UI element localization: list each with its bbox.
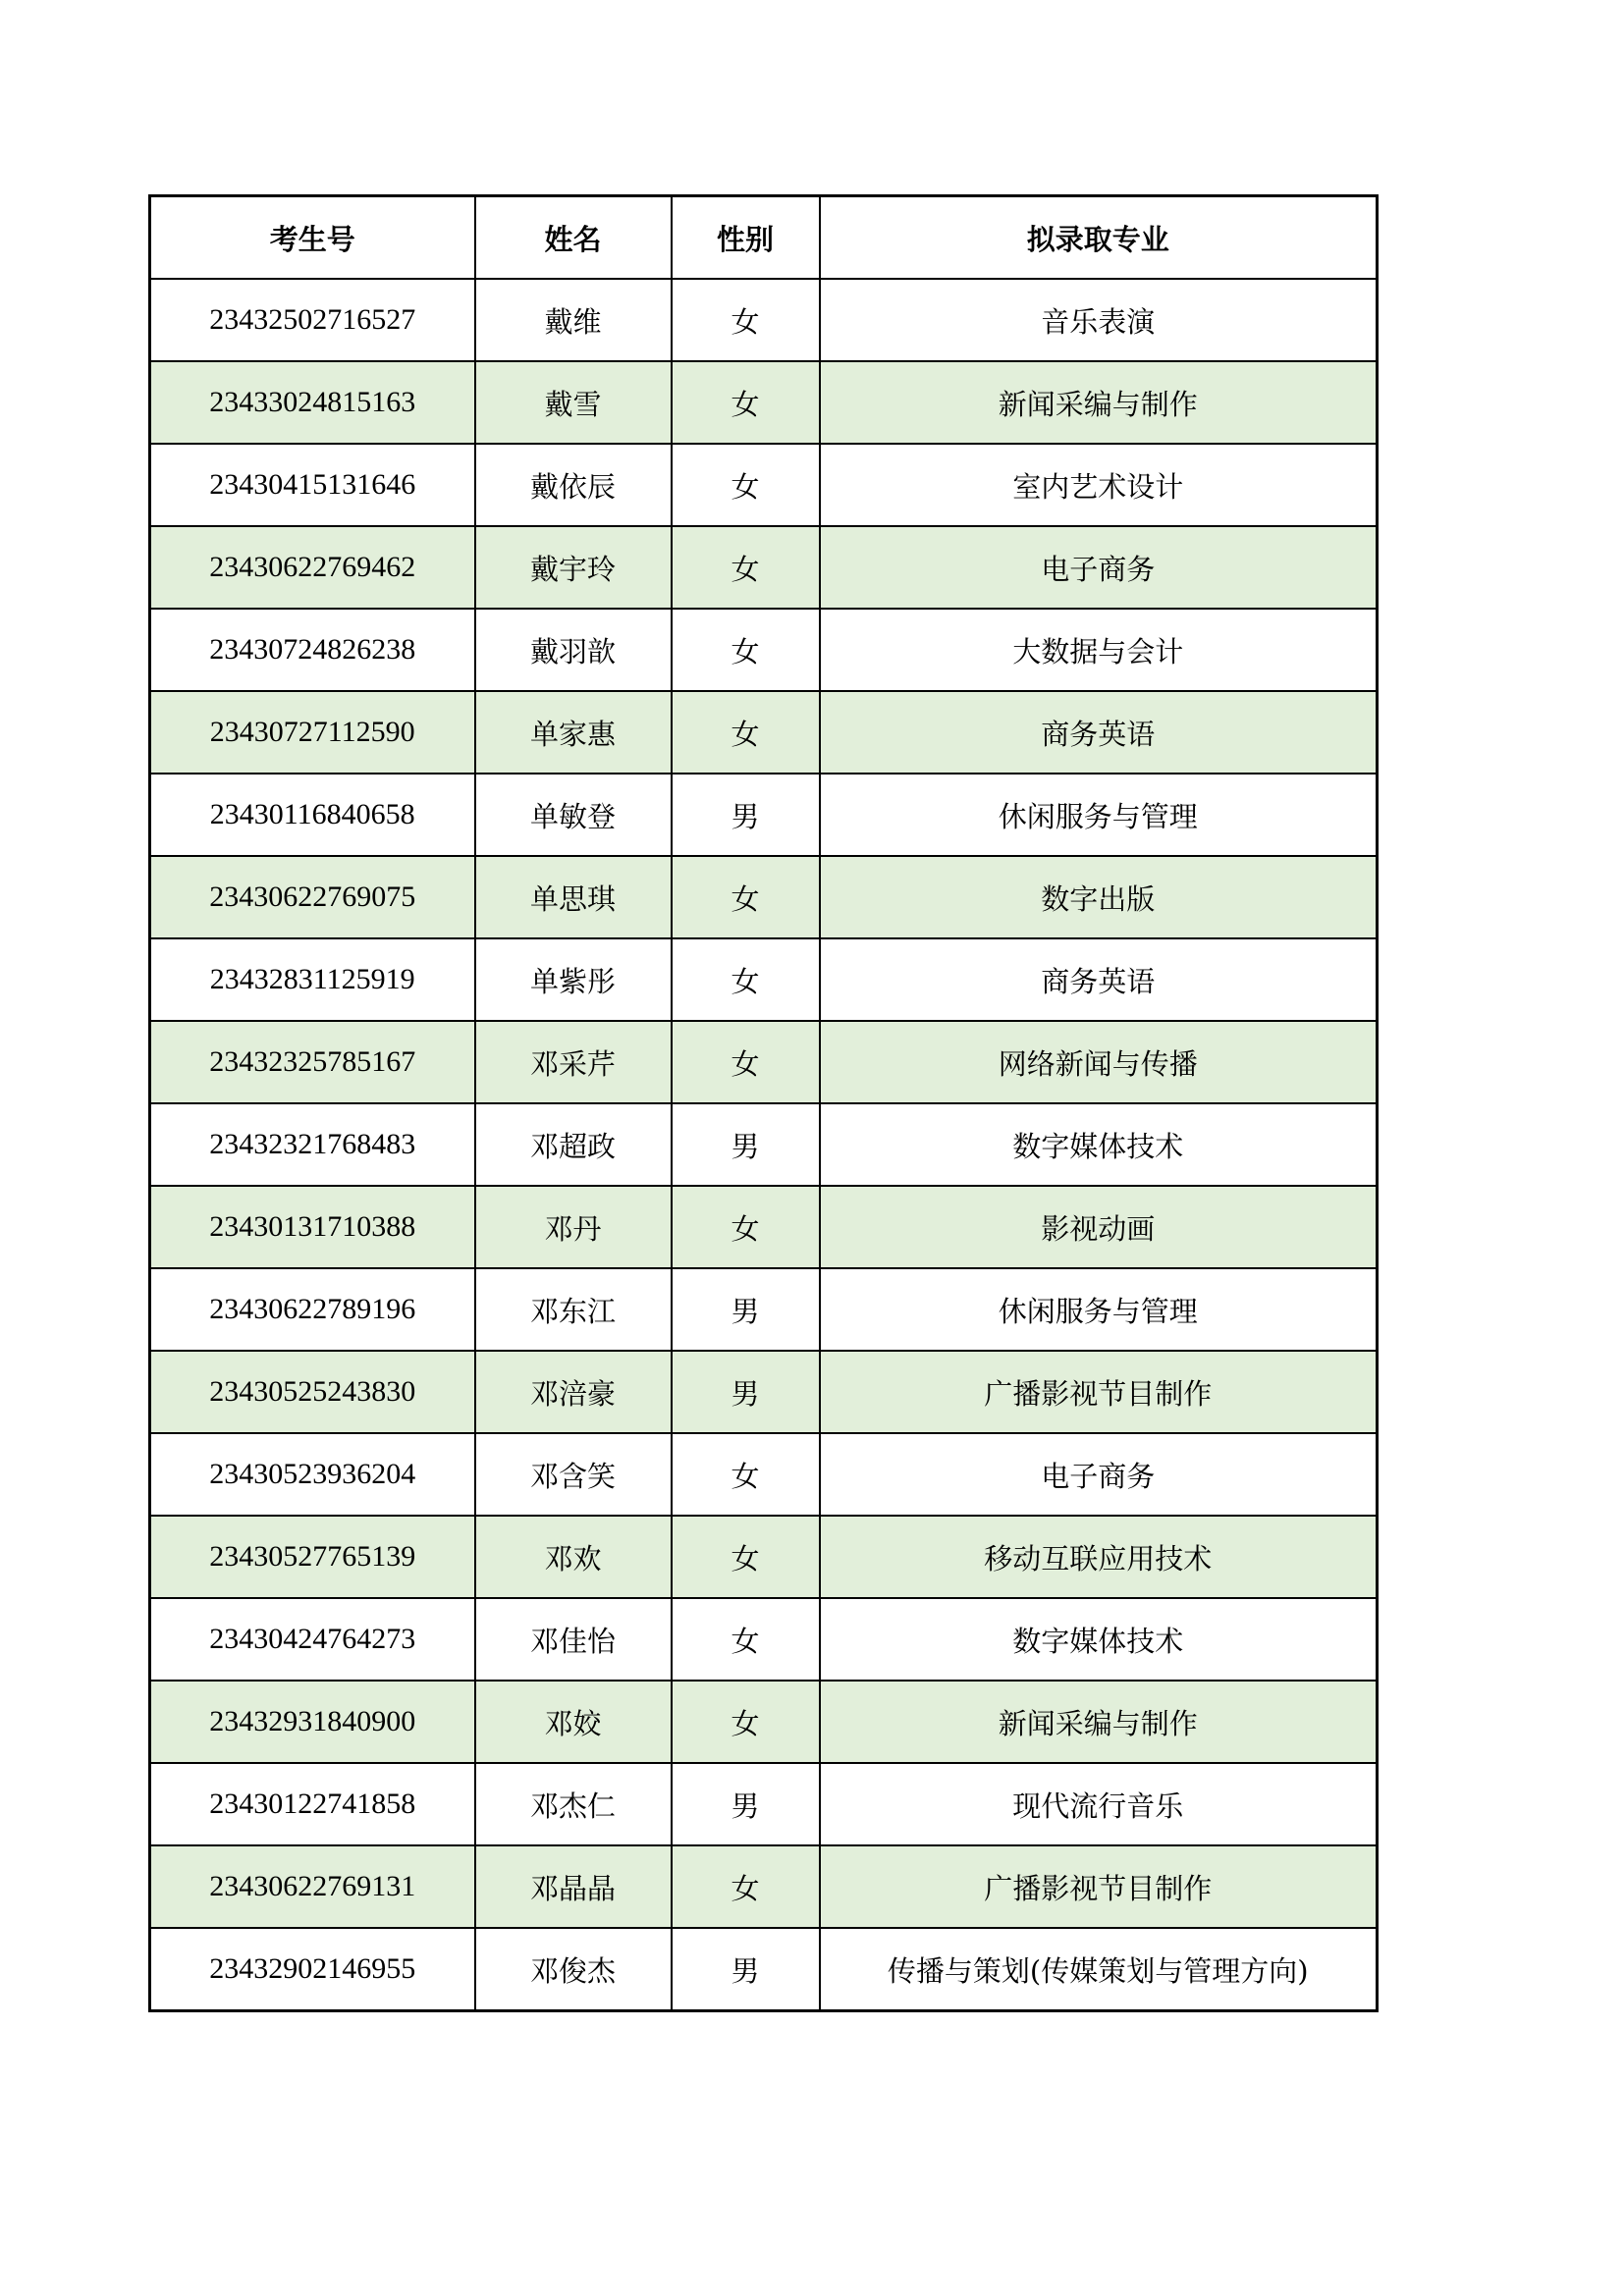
name-cell: 单思琪 [475, 856, 672, 938]
gender-cell: 男 [672, 1351, 820, 1433]
exam-number-cell: 23432502716527 [150, 279, 475, 361]
name-cell: 单敏登 [475, 774, 672, 856]
gender-cell: 女 [672, 279, 820, 361]
exam-number-cell: 23430116840658 [150, 774, 475, 856]
gender-cell: 女 [672, 444, 820, 526]
name-cell: 邓杰仁 [475, 1763, 672, 1845]
major-cell: 传播与策划(传媒策划与管理方向) [820, 1928, 1378, 2011]
major-cell: 室内艺术设计 [820, 444, 1378, 526]
name-cell: 戴羽歆 [475, 609, 672, 691]
gender-cell: 女 [672, 1598, 820, 1681]
name-cell: 戴维 [475, 279, 672, 361]
exam-number-cell: 23430122741858 [150, 1763, 475, 1845]
header-exam-number: 考生号 [150, 196, 475, 280]
gender-cell: 男 [672, 1763, 820, 1845]
exam-number-cell: 23430525243830 [150, 1351, 475, 1433]
gender-cell: 女 [672, 1433, 820, 1516]
name-cell: 邓欢 [475, 1516, 672, 1598]
name-cell: 戴依辰 [475, 444, 672, 526]
major-cell: 电子商务 [820, 526, 1378, 609]
header-major: 拟录取专业 [820, 196, 1378, 280]
gender-cell: 女 [672, 691, 820, 774]
name-cell: 邓俊杰 [475, 1928, 672, 2011]
table-row [150, 1681, 1378, 1763]
table-row [150, 1845, 1378, 1928]
gender-cell: 男 [672, 1268, 820, 1351]
table-row [150, 526, 1378, 609]
table-row [150, 1186, 1378, 1268]
major-cell: 商务英语 [820, 938, 1378, 1021]
exam-number-cell: 23430131710388 [150, 1186, 475, 1268]
name-cell: 邓涪豪 [475, 1351, 672, 1433]
exam-number-cell: 23430523936204 [150, 1433, 475, 1516]
table-row [150, 856, 1378, 938]
gender-cell: 男 [672, 774, 820, 856]
exam-number-cell: 23430622769462 [150, 526, 475, 609]
major-cell: 数字媒体技术 [820, 1598, 1378, 1681]
major-cell: 休闲服务与管理 [820, 1268, 1378, 1351]
exam-number-cell: 23432325785167 [150, 1021, 475, 1103]
exam-number-cell: 23430622769075 [150, 856, 475, 938]
name-cell: 邓含笑 [475, 1433, 672, 1516]
gender-cell: 女 [672, 1845, 820, 1928]
table-row [150, 1763, 1378, 1845]
table-row [150, 1268, 1378, 1351]
major-cell: 网络新闻与传播 [820, 1021, 1378, 1103]
table-row [150, 1598, 1378, 1681]
major-cell: 商务英语 [820, 691, 1378, 774]
gender-cell: 女 [672, 526, 820, 609]
gender-cell: 女 [672, 1021, 820, 1103]
name-cell: 邓晶晶 [475, 1845, 672, 1928]
major-cell: 移动互联应用技术 [820, 1516, 1378, 1598]
name-cell: 邓丹 [475, 1186, 672, 1268]
name-cell: 邓超政 [475, 1103, 672, 1186]
gender-cell: 女 [672, 1516, 820, 1598]
table-row [150, 361, 1378, 444]
table-row [150, 1433, 1378, 1516]
gender-cell: 女 [672, 1681, 820, 1763]
gender-cell: 男 [672, 1103, 820, 1186]
table-row [150, 609, 1378, 691]
exam-number-cell: 23432902146955 [150, 1928, 475, 2011]
exam-number-cell: 23430424764273 [150, 1598, 475, 1681]
name-cell: 单紫彤 [475, 938, 672, 1021]
exam-number-cell: 23430622789196 [150, 1268, 475, 1351]
exam-number-cell: 23432931840900 [150, 1681, 475, 1763]
exam-number-cell: 23432321768483 [150, 1103, 475, 1186]
major-cell: 新闻采编与制作 [820, 361, 1378, 444]
name-cell: 邓东江 [475, 1268, 672, 1351]
table-row [150, 444, 1378, 526]
name-cell: 邓姣 [475, 1681, 672, 1763]
table-row [150, 938, 1378, 1021]
admission-list [148, 194, 1379, 2012]
gender-cell: 男 [672, 1928, 820, 2011]
table-row [150, 1021, 1378, 1103]
admission-table [148, 194, 1379, 2012]
exam-number-cell: 23430527765139 [150, 1516, 475, 1598]
table-row [150, 1516, 1378, 1598]
table-row [150, 279, 1378, 361]
major-cell: 现代流行音乐 [820, 1763, 1378, 1845]
name-cell: 单家惠 [475, 691, 672, 774]
major-cell: 影视动画 [820, 1186, 1378, 1268]
major-cell: 广播影视节目制作 [820, 1351, 1378, 1433]
exam-number-cell: 23430727112590 [150, 691, 475, 774]
table-row [150, 1928, 1378, 2011]
name-cell: 戴宇玲 [475, 526, 672, 609]
exam-number-cell: 23430415131646 [150, 444, 475, 526]
major-cell: 休闲服务与管理 [820, 774, 1378, 856]
gender-cell: 女 [672, 361, 820, 444]
exam-number-cell: 23430724826238 [150, 609, 475, 691]
name-cell: 戴雪 [475, 361, 672, 444]
exam-number-cell: 23430622769131 [150, 1845, 475, 1928]
major-cell: 数字媒体技术 [820, 1103, 1378, 1186]
table-row [150, 1103, 1378, 1186]
exam-number-cell: 23433024815163 [150, 361, 475, 444]
table-row [150, 1351, 1378, 1433]
exam-number-cell: 23432831125919 [150, 938, 475, 1021]
gender-cell: 女 [672, 1186, 820, 1268]
name-cell: 邓佳怡 [475, 1598, 672, 1681]
header-gender: 性别 [672, 196, 820, 280]
gender-cell: 女 [672, 938, 820, 1021]
name-cell: 邓采芹 [475, 1021, 672, 1103]
table-row [150, 691, 1378, 774]
major-cell: 广播影视节目制作 [820, 1845, 1378, 1928]
gender-cell: 女 [672, 609, 820, 691]
major-cell: 新闻采编与制作 [820, 1681, 1378, 1763]
table-row [150, 774, 1378, 856]
major-cell: 音乐表演 [820, 279, 1378, 361]
major-cell: 大数据与会计 [820, 609, 1378, 691]
major-cell: 电子商务 [820, 1433, 1378, 1516]
header-row [150, 196, 1378, 280]
gender-cell: 女 [672, 856, 820, 938]
header-name: 姓名 [475, 196, 672, 280]
major-cell: 数字出版 [820, 856, 1378, 938]
table-body [150, 279, 1378, 2011]
